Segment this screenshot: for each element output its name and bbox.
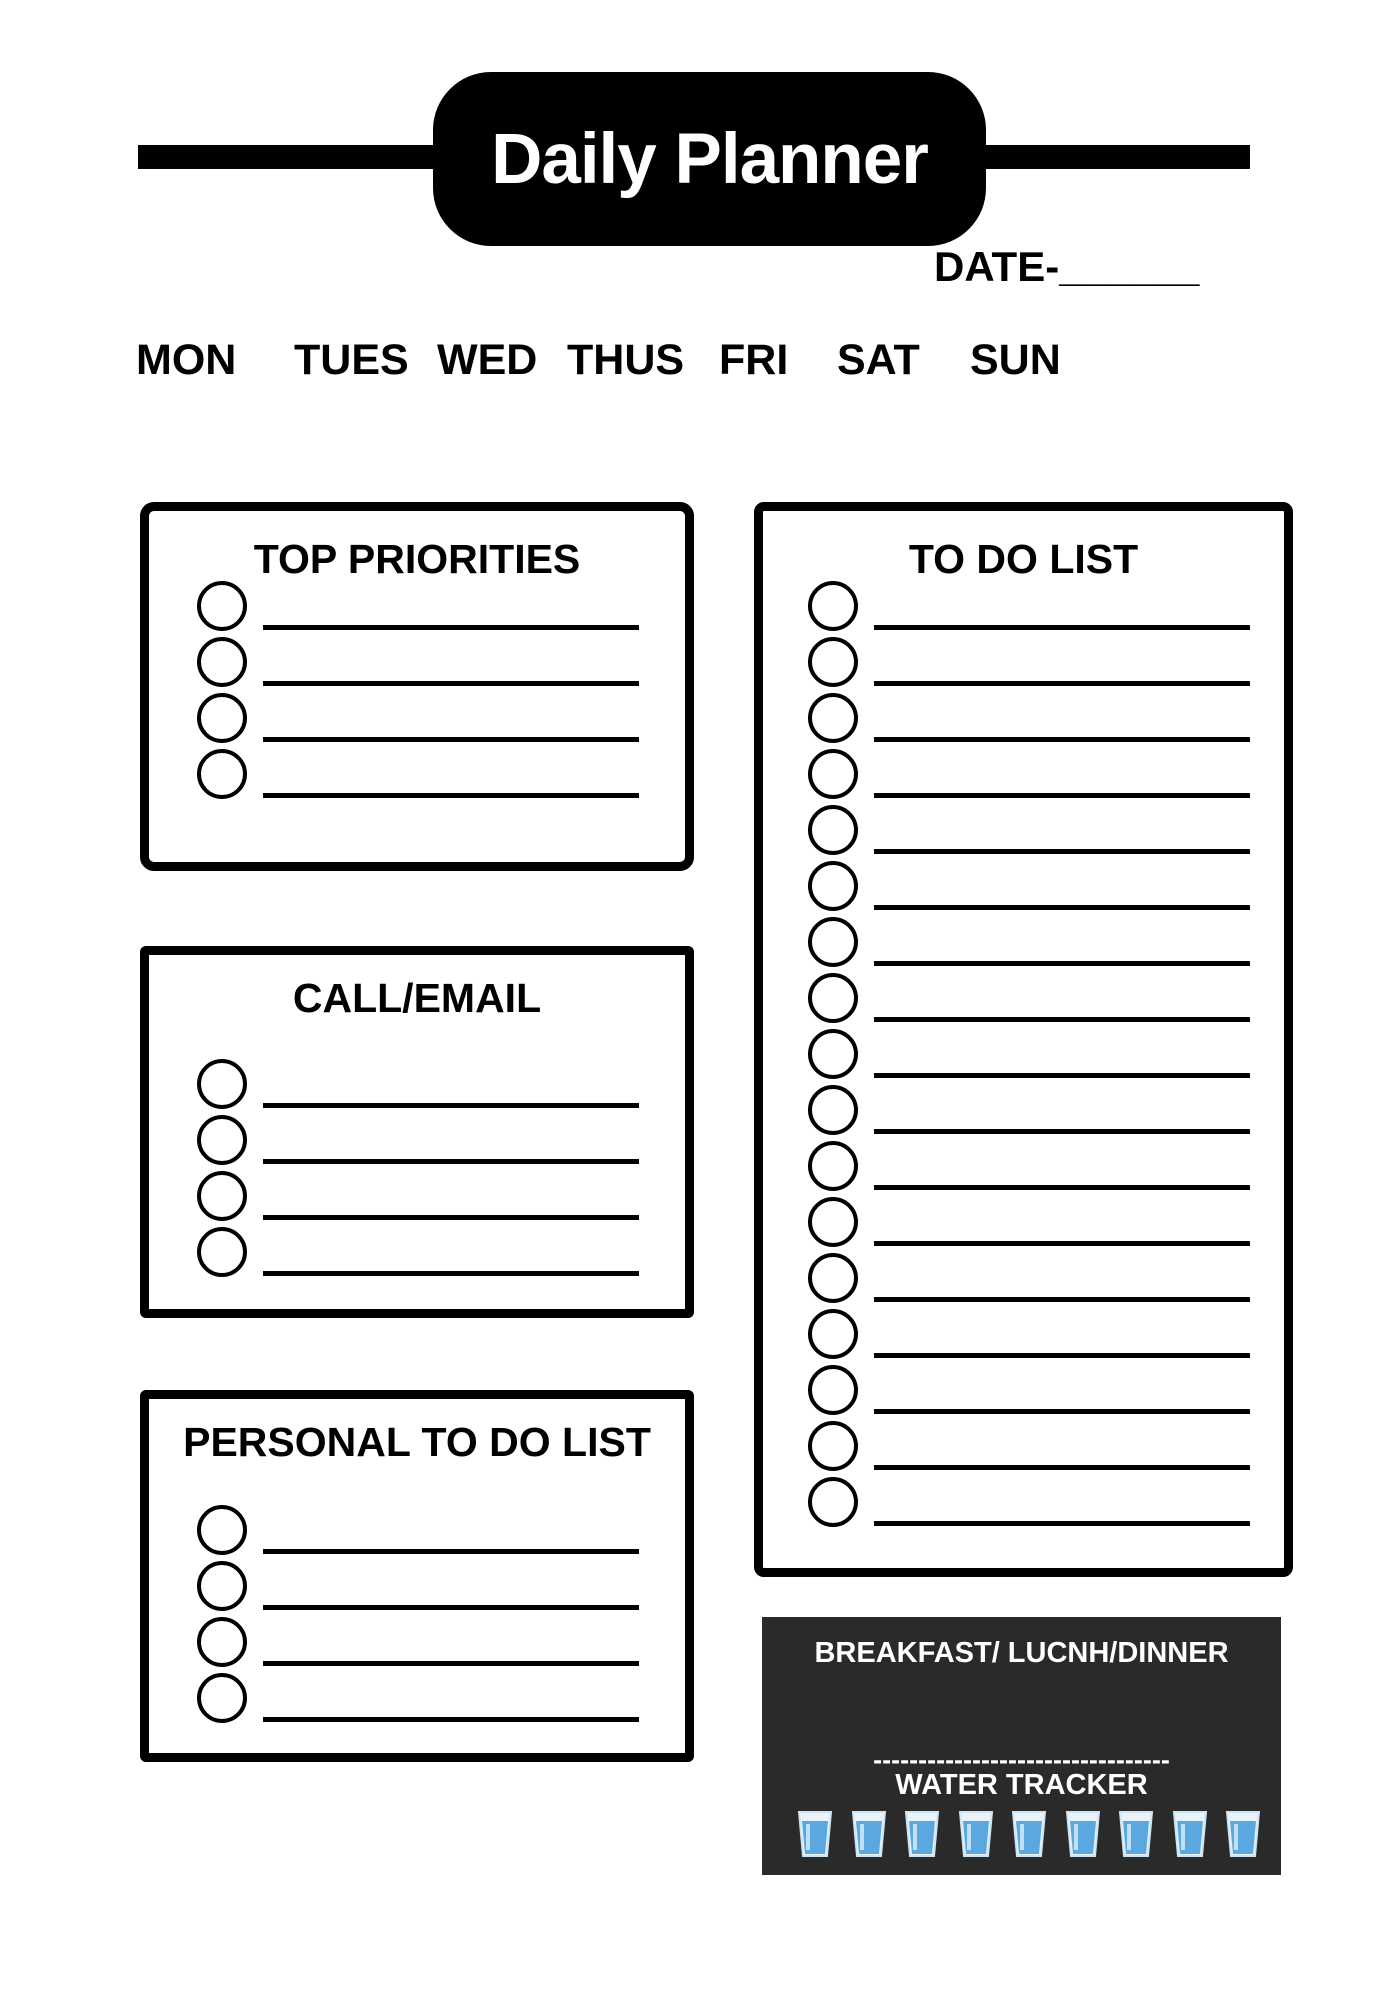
checklist-row (197, 693, 643, 743)
checkbox-circle[interactable] (197, 1617, 247, 1667)
checklist-row (197, 1115, 643, 1165)
meal-water-panel (762, 1617, 1281, 1875)
personal-todo-title: PERSONAL TO DO LIST (183, 1419, 651, 1465)
weekday-wed[interactable]: WED (437, 336, 538, 384)
checklist-row (197, 1059, 643, 1109)
write-in-line[interactable] (263, 1549, 639, 1554)
write-in-line[interactable] (263, 1661, 639, 1666)
checkbox-circle[interactable] (197, 581, 247, 631)
water-tracker-title: WATER TRACKER (895, 1769, 1148, 1801)
write-in-line[interactable] (263, 1271, 639, 1276)
checkbox-circle[interactable] (808, 1253, 858, 1303)
checkbox-circle[interactable] (197, 1115, 247, 1165)
water-glass-icon[interactable] (797, 1809, 833, 1859)
checklist-row (808, 749, 1254, 799)
checkbox-circle[interactable] (808, 1085, 858, 1135)
write-in-line[interactable] (263, 681, 639, 686)
write-in-line[interactable] (874, 1409, 1250, 1414)
checkbox-circle[interactable] (808, 1477, 858, 1527)
checklist-row (808, 861, 1254, 911)
call-email-title: CALL/EMAIL (292, 975, 542, 1021)
water-glass-icon[interactable] (1065, 1809, 1101, 1859)
weekday-sun[interactable]: SUN (970, 336, 1061, 384)
write-in-line[interactable] (874, 849, 1250, 854)
checklist-row (197, 1171, 643, 1221)
checkbox-circle[interactable] (808, 1029, 858, 1079)
weekday-sat[interactable]: SAT (837, 336, 920, 384)
checklist-row (197, 749, 643, 799)
checkbox-circle[interactable] (808, 917, 858, 967)
write-in-line[interactable] (874, 1185, 1250, 1190)
write-in-line[interactable] (263, 1159, 639, 1164)
checklist-row (197, 637, 643, 687)
checklist-row (808, 1477, 1254, 1527)
panel-divider: --------------------------------- (873, 1745, 1170, 1775)
write-in-line[interactable] (874, 1017, 1250, 1022)
checkbox-circle[interactable] (197, 1227, 247, 1277)
page-title: Daily Planner (491, 119, 928, 199)
water-glass-icon[interactable] (904, 1809, 940, 1859)
write-in-line[interactable] (874, 737, 1250, 742)
personal-todo-box (140, 1390, 694, 1762)
write-in-line[interactable] (874, 1521, 1250, 1526)
weekday-fri[interactable]: FRI (719, 336, 789, 384)
title-pill (433, 72, 986, 246)
checkbox-circle[interactable] (808, 861, 858, 911)
water-glass-icon[interactable] (1118, 1809, 1154, 1859)
checklist-row (808, 1365, 1254, 1415)
write-in-line[interactable] (874, 905, 1250, 910)
checklist-row (808, 693, 1254, 743)
checkbox-circle[interactable] (197, 1505, 247, 1555)
checklist-row (197, 1673, 643, 1723)
write-in-line[interactable] (263, 1215, 639, 1220)
write-in-line[interactable] (263, 1103, 639, 1108)
water-glass-icon[interactable] (958, 1809, 994, 1859)
write-in-line[interactable] (263, 1717, 639, 1722)
checkbox-circle[interactable] (808, 1421, 858, 1471)
checkbox-circle[interactable] (808, 637, 858, 687)
checklist-row (808, 581, 1254, 631)
checklist-row (808, 1309, 1254, 1359)
water-glass-icon[interactable] (851, 1809, 887, 1859)
weekday-thus[interactable]: THUS (567, 336, 685, 384)
date-field[interactable]: DATE-______ (934, 243, 1200, 290)
checkbox-circle[interactable] (197, 637, 247, 687)
top-priorities-box (140, 502, 694, 871)
checklist-row (197, 1227, 643, 1277)
water-glass-icon[interactable] (1172, 1809, 1208, 1859)
checklist-row (197, 1561, 643, 1611)
checkbox-circle[interactable] (197, 1059, 247, 1109)
weekday-tues[interactable]: TUES (294, 336, 409, 384)
write-in-line[interactable] (874, 961, 1250, 966)
checklist-row (197, 581, 643, 631)
write-in-line[interactable] (874, 1073, 1250, 1078)
write-in-line[interactable] (263, 737, 639, 742)
checkbox-circle[interactable] (808, 749, 858, 799)
meals-title: BREAKFAST/ LUCNH/DINNER (814, 1637, 1229, 1669)
todo-title: TO DO LIST (908, 536, 1139, 582)
checklist-row (808, 1029, 1254, 1079)
write-in-line[interactable] (263, 1605, 639, 1610)
write-in-line[interactable] (874, 1465, 1250, 1470)
checklist-row (808, 637, 1254, 687)
checklist-row (808, 1085, 1254, 1135)
write-in-line[interactable] (263, 793, 639, 798)
weekday-mon[interactable]: MON (136, 336, 237, 384)
water-glass-icon[interactable] (1011, 1809, 1047, 1859)
write-in-line[interactable] (874, 793, 1250, 798)
checkbox-circle[interactable] (197, 693, 247, 743)
checkbox-circle[interactable] (197, 749, 247, 799)
call-email-box (140, 946, 694, 1318)
checklist-row (808, 973, 1254, 1023)
checkbox-circle[interactable] (808, 805, 858, 855)
checklist-row (808, 1141, 1254, 1191)
checklist-row (197, 1505, 643, 1555)
checklist-row (808, 1197, 1254, 1247)
top-priorities-title: TOP PRIORITIES (253, 536, 581, 582)
checkbox-circle[interactable] (808, 693, 858, 743)
checkbox-circle[interactable] (197, 1171, 247, 1221)
checklist-row (808, 1421, 1254, 1471)
water-glass-icon[interactable] (1225, 1809, 1261, 1859)
checkbox-circle[interactable] (808, 973, 858, 1023)
checklist-row (808, 1253, 1254, 1303)
checkbox-circle[interactable] (808, 581, 858, 631)
write-in-line[interactable] (874, 625, 1250, 630)
checklist-row (808, 917, 1254, 967)
write-in-line[interactable] (874, 681, 1250, 686)
checkbox-circle[interactable] (808, 1309, 858, 1359)
write-in-line[interactable] (874, 1297, 1250, 1302)
checkbox-circle[interactable] (197, 1673, 247, 1723)
todo-box (754, 502, 1293, 1577)
checklist-row (808, 805, 1254, 855)
checklist-row (197, 1617, 643, 1667)
checkbox-circle[interactable] (197, 1561, 247, 1611)
checkbox-circle[interactable] (808, 1365, 858, 1415)
checkbox-circle[interactable] (808, 1141, 858, 1191)
checkbox-circle[interactable] (808, 1197, 858, 1247)
write-in-line[interactable] (263, 625, 639, 630)
write-in-line[interactable] (874, 1129, 1250, 1134)
write-in-line[interactable] (874, 1241, 1250, 1246)
write-in-line[interactable] (874, 1353, 1250, 1358)
